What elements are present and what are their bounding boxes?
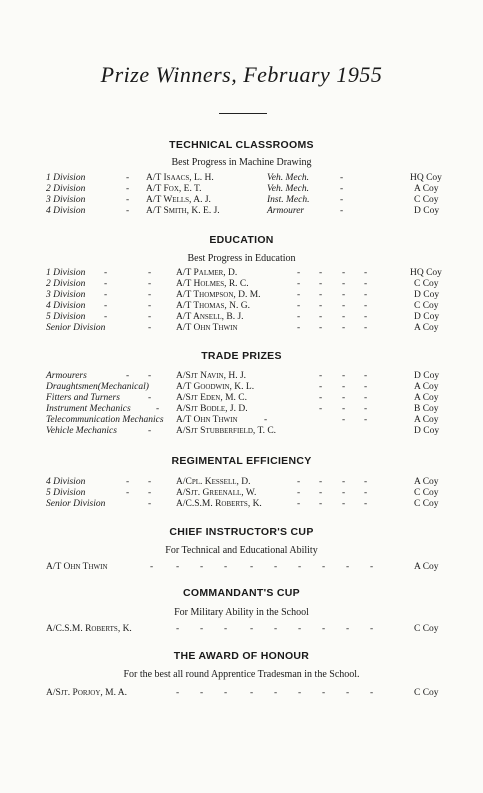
honour-subheading: For the best all round Apprentice Tradesman in the School. [123,669,360,680]
company-label: A Coy [414,323,439,333]
winner-name: A/Sjt Bodle, J. D. [176,404,248,414]
winner-name: A/C.S.M. Roberts, K. [46,624,132,634]
page-title: Prize Winners, February 1955 [100,62,383,87]
winner-name: A/T Thomas, N. G. [176,301,251,311]
list-item: Senior Division - A/C.S.M. Roberts, K. - - - - C Coy [46,499,439,509]
division-label: 1 Division [46,268,86,278]
technical-heading: TECHNICAL CLASSROOMS [169,139,314,151]
winner-name: A/T Thompson, D. M. [176,290,261,300]
list-item: Senior Division - A/T Ohn Thwin - - - - A Coy [46,323,439,333]
list-item: A/T Ohn Thwin - - - - - - - - - - A Coy [46,562,439,572]
category-label: Vehicle Mechanics [46,426,117,436]
company-label: A Coy [414,382,439,392]
company-label: A Coy [414,415,439,425]
education-subheading: Best Progress in Education [187,253,296,264]
company-label: HQ Coy [410,173,442,183]
company-label: C Coy [414,195,439,205]
division-label: 1 Division [46,173,86,183]
division-label: 3 Division [46,290,86,300]
trade-label: Veh. Mech. [267,173,309,183]
company-label: C Coy [414,301,439,311]
company-label: C Coy [414,688,439,698]
winner-name: A/Sjt. Porjoy, M. A. [46,688,128,698]
winner-name: A/Sjt. Greenall, W. [176,488,257,498]
list-item: Telecommunication Mechanics A/T Ohn Thwin - - - A Coy [46,415,439,425]
chief-instructor-subheading: For Technical and Educational Ability [165,545,318,556]
list-item: 1 Division - A/T Isaacs, L. H. Veh. Mech. - HQ Coy [46,173,442,183]
technical-subheading: Best Progress in Machine Drawing [171,157,312,168]
list-item: 4 Division - - A/Cpl. Kessell, D. - - - - A Coy [46,477,439,487]
company-label: A Coy [414,562,439,572]
company-label: D Coy [414,426,440,436]
winner-name: A/C.S.M. Roberts, K. [176,499,262,509]
winner-name: A/T Ohn Thwin [176,323,238,333]
trade-label: Veh. Mech. [267,184,309,194]
division-label: 3 Division [46,195,86,205]
category-label: Fitters and Turners [46,393,120,403]
list-item: 5 Division - - A/T Ansell, B. J. - - - - D Coy [46,312,440,322]
list-item: 3 Division - A/T Wells, A. J. Inst. Mech. - C Coy [46,195,439,205]
winner-name: A/Cpl. Kessell, D. [176,477,251,487]
trade-label: Armourer [267,206,305,216]
winner-name: A/T Ohn Thwin [46,562,108,572]
winner-name: A/Sjt Eden, M. C. [176,393,248,403]
division-label: 4 Division [46,477,86,487]
winner-name: A/T Ansell, B. J. [176,312,244,322]
category-label: Instrument Mechanics [46,404,131,414]
winner-name: A/T Palmer, D. [176,268,238,278]
list-item: 2 Division - - A/T Holmes, R. C. - - - - C Coy [46,279,439,289]
division-label: 5 Division [46,488,86,498]
company-label: D Coy [414,371,440,381]
commandant-subheading: For Military Ability in the School [174,607,309,618]
list-item: 4 Division - - A/T Thomas, N. G. - - - - C Coy [46,301,439,311]
winner-name: A/T Ohn Thwin [176,415,238,425]
winner-name: A/T Holmes, R. C. [176,279,249,289]
winner-name: A/T Goodwin, K. L. [176,382,255,392]
division-label: Senior Division [46,323,106,333]
company-label: D Coy [414,290,440,300]
honour-heading: THE AWARD OF HONOUR [173,650,310,662]
list-item: 1 Division - - A/T Palmer, D. - - - - HQ Coy [46,268,442,278]
category-label: Draughtsmen(Mechanical) [46,382,149,392]
list-item: Vehicle Mechanics - A/Sjt Stubberfield, T. C. D Coy [46,426,440,436]
trade-label: Inst. Mech. [267,195,310,205]
winner-name: A/T Fox, E. T. [146,184,202,194]
winner-name: A/T Isaacs, L. H. [146,173,214,183]
company-label: A Coy [414,477,439,487]
list-item: 5 Division - - A/Sjt. Greenall, W. - - - - C Coy [46,488,439,498]
division-label: 2 Division [46,184,86,194]
company-label: HQ Coy [410,268,442,278]
chief-instructor-heading: CHIEF INSTRUCTOR'S CUP [169,526,314,538]
company-label: D Coy [414,206,440,216]
company-label: D Coy [414,312,440,322]
education-heading: EDUCATION [209,234,274,246]
winner-name: A/Sjt Navin, H. J. [176,371,247,381]
company-label: A Coy [414,184,439,194]
company-label: C Coy [414,488,439,498]
company-label: B Coy [414,404,439,414]
company-label: C Coy [414,279,439,289]
division-label: 4 Division [46,206,86,216]
list-item: 2 Division - A/T Fox, E. T. Veh. Mech. - A Coy [46,184,439,194]
trade-heading: TRADE PRIZES [201,350,282,362]
winner-name: A/T Smith, K. E. J. [146,206,220,216]
company-label: C Coy [414,499,439,509]
list-item: A/C.S.M. Roberts, K. - - - - - - - - - C Coy [46,624,439,634]
winner-name: A/T Wells, A. J. [146,195,211,205]
category-label: Armourers [46,371,87,381]
regimental-heading: REGIMENTAL EFFICIENCY [171,455,312,467]
commandant-heading: COMMANDANT'S CUP [183,587,300,599]
division-label: 5 Division [46,312,86,322]
list-item: Draughtsmen(Mechanical) A/T Goodwin, K. L. - - - A Coy [46,382,439,392]
list-item: Instrument Mechanics - A/Sjt Bodle, J. D. - - - B Coy [46,404,439,414]
division-label: 4 Division [46,301,86,311]
winner-name: A/Sjt Stubberfield, T. C. [176,426,277,436]
category-label: Telecommunication Mechanics [46,415,164,425]
title-divider [219,113,267,114]
division-label: 2 Division [46,279,86,289]
division-label: Senior Division [46,499,106,509]
list-item: A/Sjt. Porjoy, M. A. - - - - - - - - - C Coy [46,688,439,698]
company-label: C Coy [414,624,439,634]
list-item: 3 Division - - A/T Thompson, D. M. - - - - D Coy [46,290,440,300]
list-item: Armourers - - A/Sjt Navin, H. J. - - - D Coy [46,371,440,381]
company-label: A Coy [414,393,439,403]
list-item: Fitters and Turners - A/Sjt Eden, M. C. - - - A Coy [46,393,439,403]
list-item: 4 Division - A/T Smith, K. E. J. Armourer - D Coy [46,206,440,216]
